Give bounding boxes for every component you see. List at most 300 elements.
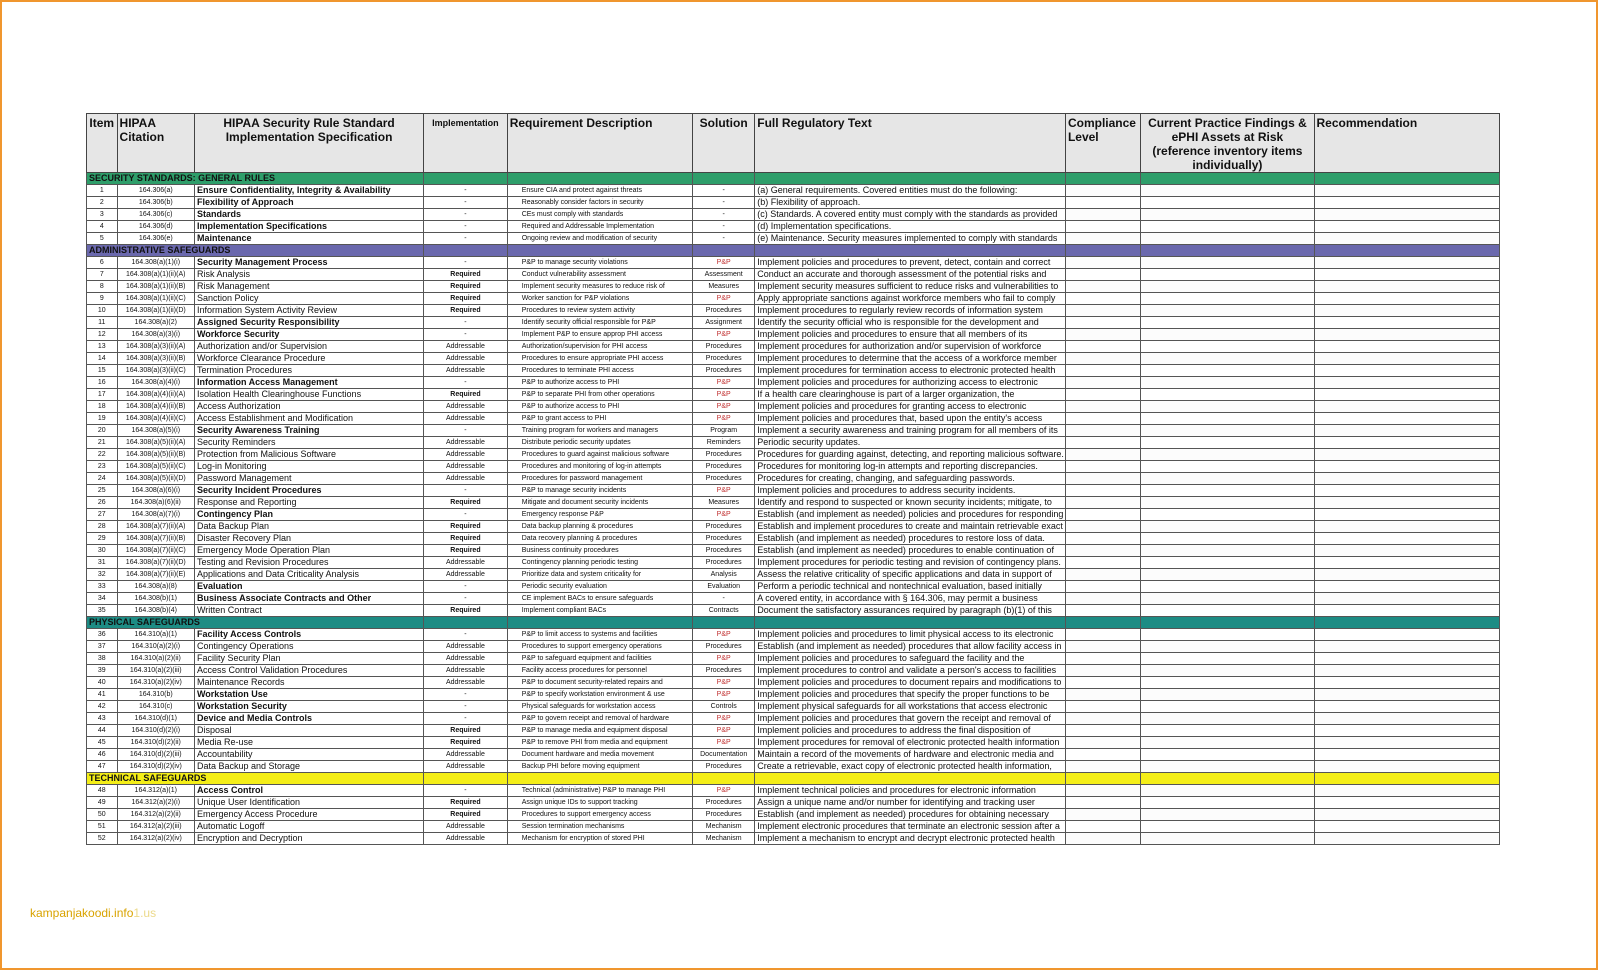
security-standard: Applications and Data Criticality Analysis bbox=[194, 569, 423, 581]
findings-cell[interactable] bbox=[1141, 473, 1314, 485]
hipaa-citation: 164.310(b) bbox=[117, 689, 194, 701]
solution: - bbox=[693, 221, 755, 233]
regulatory-text: Apply appropriate sanctions against workforce members who fail to comply bbox=[755, 293, 1066, 305]
requirement-description: P&P to separate PHI from other operations bbox=[507, 389, 692, 401]
item-number: 30 bbox=[87, 545, 118, 557]
regulatory-text: Identify and respond to suspected or known security incidents; mitigate, to bbox=[755, 497, 1066, 509]
compliance-level-cell[interactable] bbox=[1065, 569, 1140, 581]
solution: P&P bbox=[693, 509, 755, 521]
compliance-level-cell[interactable] bbox=[1065, 713, 1140, 725]
findings-cell[interactable] bbox=[1141, 209, 1314, 221]
compliance-level-cell[interactable] bbox=[1065, 305, 1140, 317]
findings-cell[interactable] bbox=[1141, 305, 1314, 317]
requirement-description: Procedures and monitoring of log-in attempts bbox=[507, 461, 692, 473]
findings-cell[interactable] bbox=[1141, 641, 1314, 653]
compliance-level-cell[interactable] bbox=[1065, 317, 1140, 329]
findings-cell[interactable] bbox=[1141, 833, 1314, 845]
solution: Measures bbox=[693, 497, 755, 509]
item-number: 5 bbox=[87, 233, 118, 245]
recommendation-cell[interactable] bbox=[1314, 545, 1500, 557]
requirement-description: Data backup planning & procedures bbox=[507, 521, 692, 533]
regulatory-text: Implement policies and procedures to address security incidents. bbox=[755, 485, 1066, 497]
table-row bbox=[87, 281, 1500, 293]
recommendation-cell[interactable] bbox=[1314, 377, 1500, 389]
recommendation-cell[interactable] bbox=[1314, 509, 1500, 521]
hipaa-citation: 164.310(a)(2)(ii) bbox=[117, 653, 194, 665]
regulatory-text: (e) Maintenance. Security measures implemented to comply with standards bbox=[755, 233, 1066, 245]
findings-cell[interactable] bbox=[1141, 725, 1314, 737]
security-standard: Protection from Malicious Software bbox=[194, 449, 423, 461]
security-standard: Log-in Monitoring bbox=[194, 461, 423, 473]
compliance-level-cell[interactable] bbox=[1065, 425, 1140, 437]
findings-cell[interactable] bbox=[1141, 269, 1314, 281]
recommendation-cell[interactable] bbox=[1314, 185, 1500, 197]
findings-cell[interactable] bbox=[1141, 629, 1314, 641]
header-regulatory-text: Full Regulatory Text bbox=[755, 114, 1066, 173]
implementation-type: Required bbox=[424, 521, 508, 533]
item-number: 20 bbox=[87, 425, 118, 437]
recommendation-cell[interactable] bbox=[1314, 821, 1500, 833]
regulatory-text: Assess the relative criticality of specific applications and data in support of bbox=[755, 569, 1066, 581]
compliance-level-cell[interactable] bbox=[1065, 197, 1140, 209]
implementation-type: - bbox=[424, 509, 508, 521]
header-compliance: Compliance Level bbox=[1065, 114, 1140, 173]
findings-cell[interactable] bbox=[1141, 797, 1314, 809]
compliance-level-cell[interactable] bbox=[1065, 785, 1140, 797]
compliance-level-cell[interactable] bbox=[1065, 353, 1140, 365]
requirement-description: Assign unique IDs to support tracking bbox=[507, 797, 692, 809]
item-number: 37 bbox=[87, 641, 118, 653]
hipaa-citation: 164.308(a)(5)(ii)(A) bbox=[117, 437, 194, 449]
regulatory-text: Implement procedures for periodic testing and revision of contingency plans. bbox=[755, 557, 1066, 569]
hipaa-citation: 164.308(a)(5)(ii)(B) bbox=[117, 449, 194, 461]
compliance-level-cell[interactable] bbox=[1065, 677, 1140, 689]
compliance-level-cell[interactable] bbox=[1065, 389, 1140, 401]
recommendation-cell[interactable] bbox=[1314, 209, 1500, 221]
hipaa-citation: 164.308(b)(4) bbox=[117, 605, 194, 617]
solution: Procedures bbox=[693, 761, 755, 773]
recommendation-cell[interactable] bbox=[1314, 737, 1500, 749]
hipaa-citation: 164.310(a)(2)(i) bbox=[117, 641, 194, 653]
compliance-level-cell[interactable] bbox=[1065, 701, 1140, 713]
findings-cell[interactable] bbox=[1141, 365, 1314, 377]
solution: Procedures bbox=[693, 533, 755, 545]
solution: Procedures bbox=[693, 665, 755, 677]
compliance-level-cell[interactable] bbox=[1065, 797, 1140, 809]
findings-cell[interactable] bbox=[1141, 437, 1314, 449]
compliance-level-cell[interactable] bbox=[1065, 497, 1140, 509]
security-standard: Security Reminders bbox=[194, 437, 423, 449]
item-number: 29 bbox=[87, 533, 118, 545]
table-row bbox=[87, 269, 1500, 281]
findings-cell[interactable] bbox=[1141, 557, 1314, 569]
hipaa-citation: 164.308(a)(3)(i) bbox=[117, 329, 194, 341]
findings-cell[interactable] bbox=[1141, 593, 1314, 605]
recommendation-cell[interactable] bbox=[1314, 413, 1500, 425]
section-cell bbox=[1314, 245, 1500, 257]
findings-cell[interactable] bbox=[1141, 329, 1314, 341]
hipaa-citation: 164.308(a)(2) bbox=[117, 317, 194, 329]
regulatory-text: Conduct an accurate and thorough assessment of the potential risks and bbox=[755, 269, 1066, 281]
compliance-level-cell[interactable] bbox=[1065, 377, 1140, 389]
findings-cell[interactable] bbox=[1141, 509, 1314, 521]
recommendation-cell[interactable] bbox=[1314, 593, 1500, 605]
table-row bbox=[87, 389, 1500, 401]
implementation-type: Required bbox=[424, 809, 508, 821]
compliance-level-cell[interactable] bbox=[1065, 629, 1140, 641]
table-row bbox=[87, 497, 1500, 509]
recommendation-cell[interactable] bbox=[1314, 785, 1500, 797]
implementation-type: - bbox=[424, 701, 508, 713]
findings-cell[interactable] bbox=[1141, 197, 1314, 209]
recommendation-cell[interactable] bbox=[1314, 689, 1500, 701]
regulatory-text: Implement procedures to determine that the access of a workforce member bbox=[755, 353, 1066, 365]
security-standard: Contingency Plan bbox=[194, 509, 423, 521]
compliance-level-cell[interactable] bbox=[1065, 293, 1140, 305]
findings-cell[interactable] bbox=[1141, 281, 1314, 293]
regulatory-text: Assign a unique name and/or number for identifying and tracking user bbox=[755, 797, 1066, 809]
item-number: 31 bbox=[87, 557, 118, 569]
regulatory-text: Document the satisfactory assurances required by paragraph (b)(1) of this bbox=[755, 605, 1066, 617]
recommendation-cell[interactable] bbox=[1314, 581, 1500, 593]
recommendation-cell[interactable] bbox=[1314, 569, 1500, 581]
findings-cell[interactable] bbox=[1141, 749, 1314, 761]
recommendation-cell[interactable] bbox=[1314, 317, 1500, 329]
findings-cell[interactable] bbox=[1141, 293, 1314, 305]
findings-cell[interactable] bbox=[1141, 353, 1314, 365]
hipaa-citation: 164.308(a)(1)(ii)(D) bbox=[117, 305, 194, 317]
security-standard: Access Control Validation Procedures bbox=[194, 665, 423, 677]
recommendation-cell[interactable] bbox=[1314, 329, 1500, 341]
compliance-level-cell[interactable] bbox=[1065, 737, 1140, 749]
findings-cell[interactable] bbox=[1141, 185, 1314, 197]
table-row bbox=[87, 725, 1500, 737]
compliance-level-cell[interactable] bbox=[1065, 209, 1140, 221]
item-number: 4 bbox=[87, 221, 118, 233]
compliance-level-cell[interactable] bbox=[1065, 533, 1140, 545]
compliance-level-cell[interactable] bbox=[1065, 485, 1140, 497]
recommendation-cell[interactable] bbox=[1314, 749, 1500, 761]
compliance-level-cell[interactable] bbox=[1065, 281, 1140, 293]
table-row bbox=[87, 449, 1500, 461]
compliance-level-cell[interactable] bbox=[1065, 185, 1140, 197]
compliance-level-cell[interactable] bbox=[1065, 437, 1140, 449]
compliance-level-cell[interactable] bbox=[1065, 449, 1140, 461]
requirement-description: Emergency response P&P bbox=[507, 509, 692, 521]
findings-cell[interactable] bbox=[1141, 605, 1314, 617]
findings-cell[interactable] bbox=[1141, 581, 1314, 593]
solution: Procedures bbox=[693, 641, 755, 653]
findings-cell[interactable] bbox=[1141, 233, 1314, 245]
item-number: 52 bbox=[87, 833, 118, 845]
recommendation-cell[interactable] bbox=[1314, 257, 1500, 269]
compliance-level-cell[interactable] bbox=[1065, 653, 1140, 665]
recommendation-cell[interactable] bbox=[1314, 665, 1500, 677]
compliance-level-cell[interactable] bbox=[1065, 329, 1140, 341]
implementation-type: - bbox=[424, 629, 508, 641]
solution: Evaluation bbox=[693, 581, 755, 593]
compliance-level-cell[interactable] bbox=[1065, 233, 1140, 245]
implementation-type: Required bbox=[424, 281, 508, 293]
security-standard: Accountability bbox=[194, 749, 423, 761]
compliance-level-cell[interactable] bbox=[1065, 821, 1140, 833]
section-cell bbox=[1065, 173, 1140, 185]
findings-cell[interactable] bbox=[1141, 413, 1314, 425]
compliance-level-cell[interactable] bbox=[1065, 689, 1140, 701]
recommendation-cell[interactable] bbox=[1314, 197, 1500, 209]
recommendation-cell[interactable] bbox=[1314, 269, 1500, 281]
findings-cell[interactable] bbox=[1141, 821, 1314, 833]
findings-cell[interactable] bbox=[1141, 341, 1314, 353]
findings-cell[interactable] bbox=[1141, 653, 1314, 665]
compliance-level-cell[interactable] bbox=[1065, 221, 1140, 233]
section-cell bbox=[507, 617, 692, 629]
section-cell bbox=[424, 245, 508, 257]
table-row bbox=[87, 413, 1500, 425]
implementation-type: - bbox=[424, 785, 508, 797]
compliance-level-cell[interactable] bbox=[1065, 401, 1140, 413]
item-number: 14 bbox=[87, 353, 118, 365]
regulatory-text: Implement technical policies and procedures for electronic information bbox=[755, 785, 1066, 797]
recommendation-cell[interactable] bbox=[1314, 305, 1500, 317]
implementation-type: - bbox=[424, 317, 508, 329]
recommendation-cell[interactable] bbox=[1314, 677, 1500, 689]
findings-cell[interactable] bbox=[1141, 461, 1314, 473]
hipaa-citation: 164.310(d)(2)(i) bbox=[117, 725, 194, 737]
recommendation-cell[interactable] bbox=[1314, 437, 1500, 449]
compliance-level-cell[interactable] bbox=[1065, 641, 1140, 653]
recommendation-cell[interactable] bbox=[1314, 293, 1500, 305]
section-cell bbox=[1141, 773, 1314, 785]
requirement-description: Backup PHI before moving equipment bbox=[507, 761, 692, 773]
security-standard: Evaluation bbox=[194, 581, 423, 593]
table-row bbox=[87, 677, 1500, 689]
findings-cell[interactable] bbox=[1141, 401, 1314, 413]
regulatory-text: Implement policies and procedures to safeguard the facility and the bbox=[755, 653, 1066, 665]
recommendation-cell[interactable] bbox=[1314, 605, 1500, 617]
item-number: 10 bbox=[87, 305, 118, 317]
compliance-level-cell[interactable] bbox=[1065, 593, 1140, 605]
compliance-level-cell[interactable] bbox=[1065, 413, 1140, 425]
findings-cell[interactable] bbox=[1141, 485, 1314, 497]
section-cell bbox=[755, 617, 1066, 629]
item-number: 7 bbox=[87, 269, 118, 281]
compliance-level-cell[interactable] bbox=[1065, 581, 1140, 593]
section-cell bbox=[1314, 773, 1500, 785]
security-standard: Assigned Security Responsibility bbox=[194, 317, 423, 329]
requirement-description: Mechanism for encryption of stored PHI bbox=[507, 833, 692, 845]
item-number: 42 bbox=[87, 701, 118, 713]
item-number: 38 bbox=[87, 653, 118, 665]
security-standard: Security Management Process bbox=[194, 257, 423, 269]
recommendation-cell[interactable] bbox=[1314, 461, 1500, 473]
findings-cell[interactable] bbox=[1141, 533, 1314, 545]
findings-cell[interactable] bbox=[1141, 221, 1314, 233]
recommendation-cell[interactable] bbox=[1314, 233, 1500, 245]
findings-cell[interactable] bbox=[1141, 425, 1314, 437]
recommendation-cell[interactable] bbox=[1314, 557, 1500, 569]
findings-cell[interactable] bbox=[1141, 497, 1314, 509]
hipaa-citation: 164.308(b)(1) bbox=[117, 593, 194, 605]
regulatory-text: Implement a security awareness and training program for all members of its bbox=[755, 425, 1066, 437]
recommendation-cell[interactable] bbox=[1314, 761, 1500, 773]
compliance-level-cell[interactable] bbox=[1065, 665, 1140, 677]
compliance-level-cell[interactable] bbox=[1065, 269, 1140, 281]
regulatory-text: Implement physical safeguards for all workstations that access electronic bbox=[755, 701, 1066, 713]
regulatory-text: Periodic security updates. bbox=[755, 437, 1066, 449]
regulatory-text: Implement procedures for removal of electronic protected health information bbox=[755, 737, 1066, 749]
recommendation-cell[interactable] bbox=[1314, 713, 1500, 725]
compliance-level-cell[interactable] bbox=[1065, 833, 1140, 845]
item-number: 17 bbox=[87, 389, 118, 401]
compliance-level-cell[interactable] bbox=[1065, 365, 1140, 377]
compliance-level-cell[interactable] bbox=[1065, 473, 1140, 485]
recommendation-cell[interactable] bbox=[1314, 401, 1500, 413]
header-findings: Current Practice Findings & ePHI Assets at Risk (reference inventory items individually) bbox=[1141, 114, 1314, 173]
requirement-description: Worker sanction for P&P violations bbox=[507, 293, 692, 305]
findings-cell[interactable] bbox=[1141, 677, 1314, 689]
regulatory-text: Establish (and implement as needed) procedures to enable continuation of bbox=[755, 545, 1066, 557]
item-number: 36 bbox=[87, 629, 118, 641]
recommendation-cell[interactable] bbox=[1314, 629, 1500, 641]
findings-cell[interactable] bbox=[1141, 701, 1314, 713]
implementation-type: Required bbox=[424, 605, 508, 617]
hipaa-citation: 164.310(d)(2)(ii) bbox=[117, 737, 194, 749]
findings-cell[interactable] bbox=[1141, 785, 1314, 797]
item-number: 22 bbox=[87, 449, 118, 461]
recommendation-cell[interactable] bbox=[1314, 221, 1500, 233]
solution: - bbox=[693, 197, 755, 209]
recommendation-cell[interactable] bbox=[1314, 833, 1500, 845]
hipaa-citation: 164.308(a)(7)(ii)(A) bbox=[117, 521, 194, 533]
section-cell bbox=[1065, 773, 1140, 785]
requirement-description: Session termination mechanisms bbox=[507, 821, 692, 833]
compliance-level-cell[interactable] bbox=[1065, 809, 1140, 821]
table-row bbox=[87, 689, 1500, 701]
findings-cell[interactable] bbox=[1141, 809, 1314, 821]
table-row bbox=[87, 629, 1500, 641]
recommendation-cell[interactable] bbox=[1314, 653, 1500, 665]
table-row bbox=[87, 509, 1500, 521]
recommendation-cell[interactable] bbox=[1314, 701, 1500, 713]
findings-cell[interactable] bbox=[1141, 389, 1314, 401]
implementation-type: - bbox=[424, 377, 508, 389]
findings-cell[interactable] bbox=[1141, 689, 1314, 701]
item-number: 19 bbox=[87, 413, 118, 425]
regulatory-text: Implement policies and procedures to ensure that all members of its bbox=[755, 329, 1066, 341]
recommendation-cell[interactable] bbox=[1314, 533, 1500, 545]
implementation-type: - bbox=[424, 593, 508, 605]
compliance-level-cell[interactable] bbox=[1065, 725, 1140, 737]
recommendation-cell[interactable] bbox=[1314, 365, 1500, 377]
table-row bbox=[87, 749, 1500, 761]
compliance-level-cell[interactable] bbox=[1065, 509, 1140, 521]
implementation-type: Addressable bbox=[424, 665, 508, 677]
recommendation-cell[interactable] bbox=[1314, 725, 1500, 737]
compliance-level-cell[interactable] bbox=[1065, 461, 1140, 473]
recommendation-cell[interactable] bbox=[1314, 449, 1500, 461]
findings-cell[interactable] bbox=[1141, 665, 1314, 677]
findings-cell[interactable] bbox=[1141, 317, 1314, 329]
regulatory-text: Implement procedures for authorization and/or supervision of workforce bbox=[755, 341, 1066, 353]
compliance-level-cell[interactable] bbox=[1065, 545, 1140, 557]
security-standard: Password Management bbox=[194, 473, 423, 485]
security-standard: Information Access Management bbox=[194, 377, 423, 389]
security-standard: Access Control bbox=[194, 785, 423, 797]
recommendation-cell[interactable] bbox=[1314, 497, 1500, 509]
recommendation-cell[interactable] bbox=[1314, 341, 1500, 353]
regulatory-text: Implement policies and procedures to address the final disposition of bbox=[755, 725, 1066, 737]
item-number: 49 bbox=[87, 797, 118, 809]
compliance-level-cell[interactable] bbox=[1065, 761, 1140, 773]
table-row bbox=[87, 317, 1500, 329]
findings-cell[interactable] bbox=[1141, 545, 1314, 557]
item-number: 47 bbox=[87, 761, 118, 773]
recommendation-cell[interactable] bbox=[1314, 809, 1500, 821]
recommendation-cell[interactable] bbox=[1314, 281, 1500, 293]
section-cell bbox=[693, 173, 755, 185]
implementation-type: Required bbox=[424, 269, 508, 281]
table-row bbox=[87, 833, 1500, 845]
table-row bbox=[87, 761, 1500, 773]
recommendation-cell[interactable] bbox=[1314, 425, 1500, 437]
compliance-level-cell[interactable] bbox=[1065, 749, 1140, 761]
findings-cell[interactable] bbox=[1141, 569, 1314, 581]
solution: Documentation bbox=[693, 749, 755, 761]
findings-cell[interactable] bbox=[1141, 761, 1314, 773]
findings-cell[interactable] bbox=[1141, 257, 1314, 269]
item-number: 32 bbox=[87, 569, 118, 581]
compliance-level-cell[interactable] bbox=[1065, 341, 1140, 353]
hipaa-citation: 164.312(a)(2)(ii) bbox=[117, 809, 194, 821]
requirement-description: Procedures to terminate PHI access bbox=[507, 365, 692, 377]
hipaa-citation: 164.308(a)(3)(ii)(C) bbox=[117, 365, 194, 377]
compliance-level-cell[interactable] bbox=[1065, 605, 1140, 617]
regulatory-text: Implement procedures for termination access to electronic protected health bbox=[755, 365, 1066, 377]
requirement-description: Procedures for password management bbox=[507, 473, 692, 485]
recommendation-cell[interactable] bbox=[1314, 641, 1500, 653]
recommendation-cell[interactable] bbox=[1314, 521, 1500, 533]
findings-cell[interactable] bbox=[1141, 377, 1314, 389]
section-cell bbox=[1314, 173, 1500, 185]
regulatory-text: (d) Implementation specifications. bbox=[755, 221, 1066, 233]
regulatory-text: Implement policies and procedures that, based upon the entity's access bbox=[755, 413, 1066, 425]
hipaa-citation: 164.312(a)(2)(iv) bbox=[117, 833, 194, 845]
recommendation-cell[interactable] bbox=[1314, 485, 1500, 497]
header-citation: HIPAA Citation bbox=[117, 114, 194, 173]
regulatory-text: Implement policies and procedures that specify the proper functions to be bbox=[755, 689, 1066, 701]
compliance-level-cell[interactable] bbox=[1065, 521, 1140, 533]
compliance-level-cell[interactable] bbox=[1065, 557, 1140, 569]
solution: Controls bbox=[693, 701, 755, 713]
compliance-level-cell[interactable] bbox=[1065, 257, 1140, 269]
findings-cell[interactable] bbox=[1141, 737, 1314, 749]
recommendation-cell[interactable] bbox=[1314, 473, 1500, 485]
implementation-type: Required bbox=[424, 737, 508, 749]
recommendation-cell[interactable] bbox=[1314, 797, 1500, 809]
security-standard: Written Contract bbox=[194, 605, 423, 617]
hipaa-citation: 164.308(a)(6)(i) bbox=[117, 485, 194, 497]
item-number: 40 bbox=[87, 677, 118, 689]
security-standard: Access Establishment and Modification bbox=[194, 413, 423, 425]
findings-cell[interactable] bbox=[1141, 521, 1314, 533]
findings-cell[interactable] bbox=[1141, 713, 1314, 725]
recommendation-cell[interactable] bbox=[1314, 389, 1500, 401]
regulatory-text: Implement policies and procedures to prevent, detect, contain and correct bbox=[755, 257, 1066, 269]
recommendation-cell[interactable] bbox=[1314, 353, 1500, 365]
item-number: 33 bbox=[87, 581, 118, 593]
findings-cell[interactable] bbox=[1141, 449, 1314, 461]
